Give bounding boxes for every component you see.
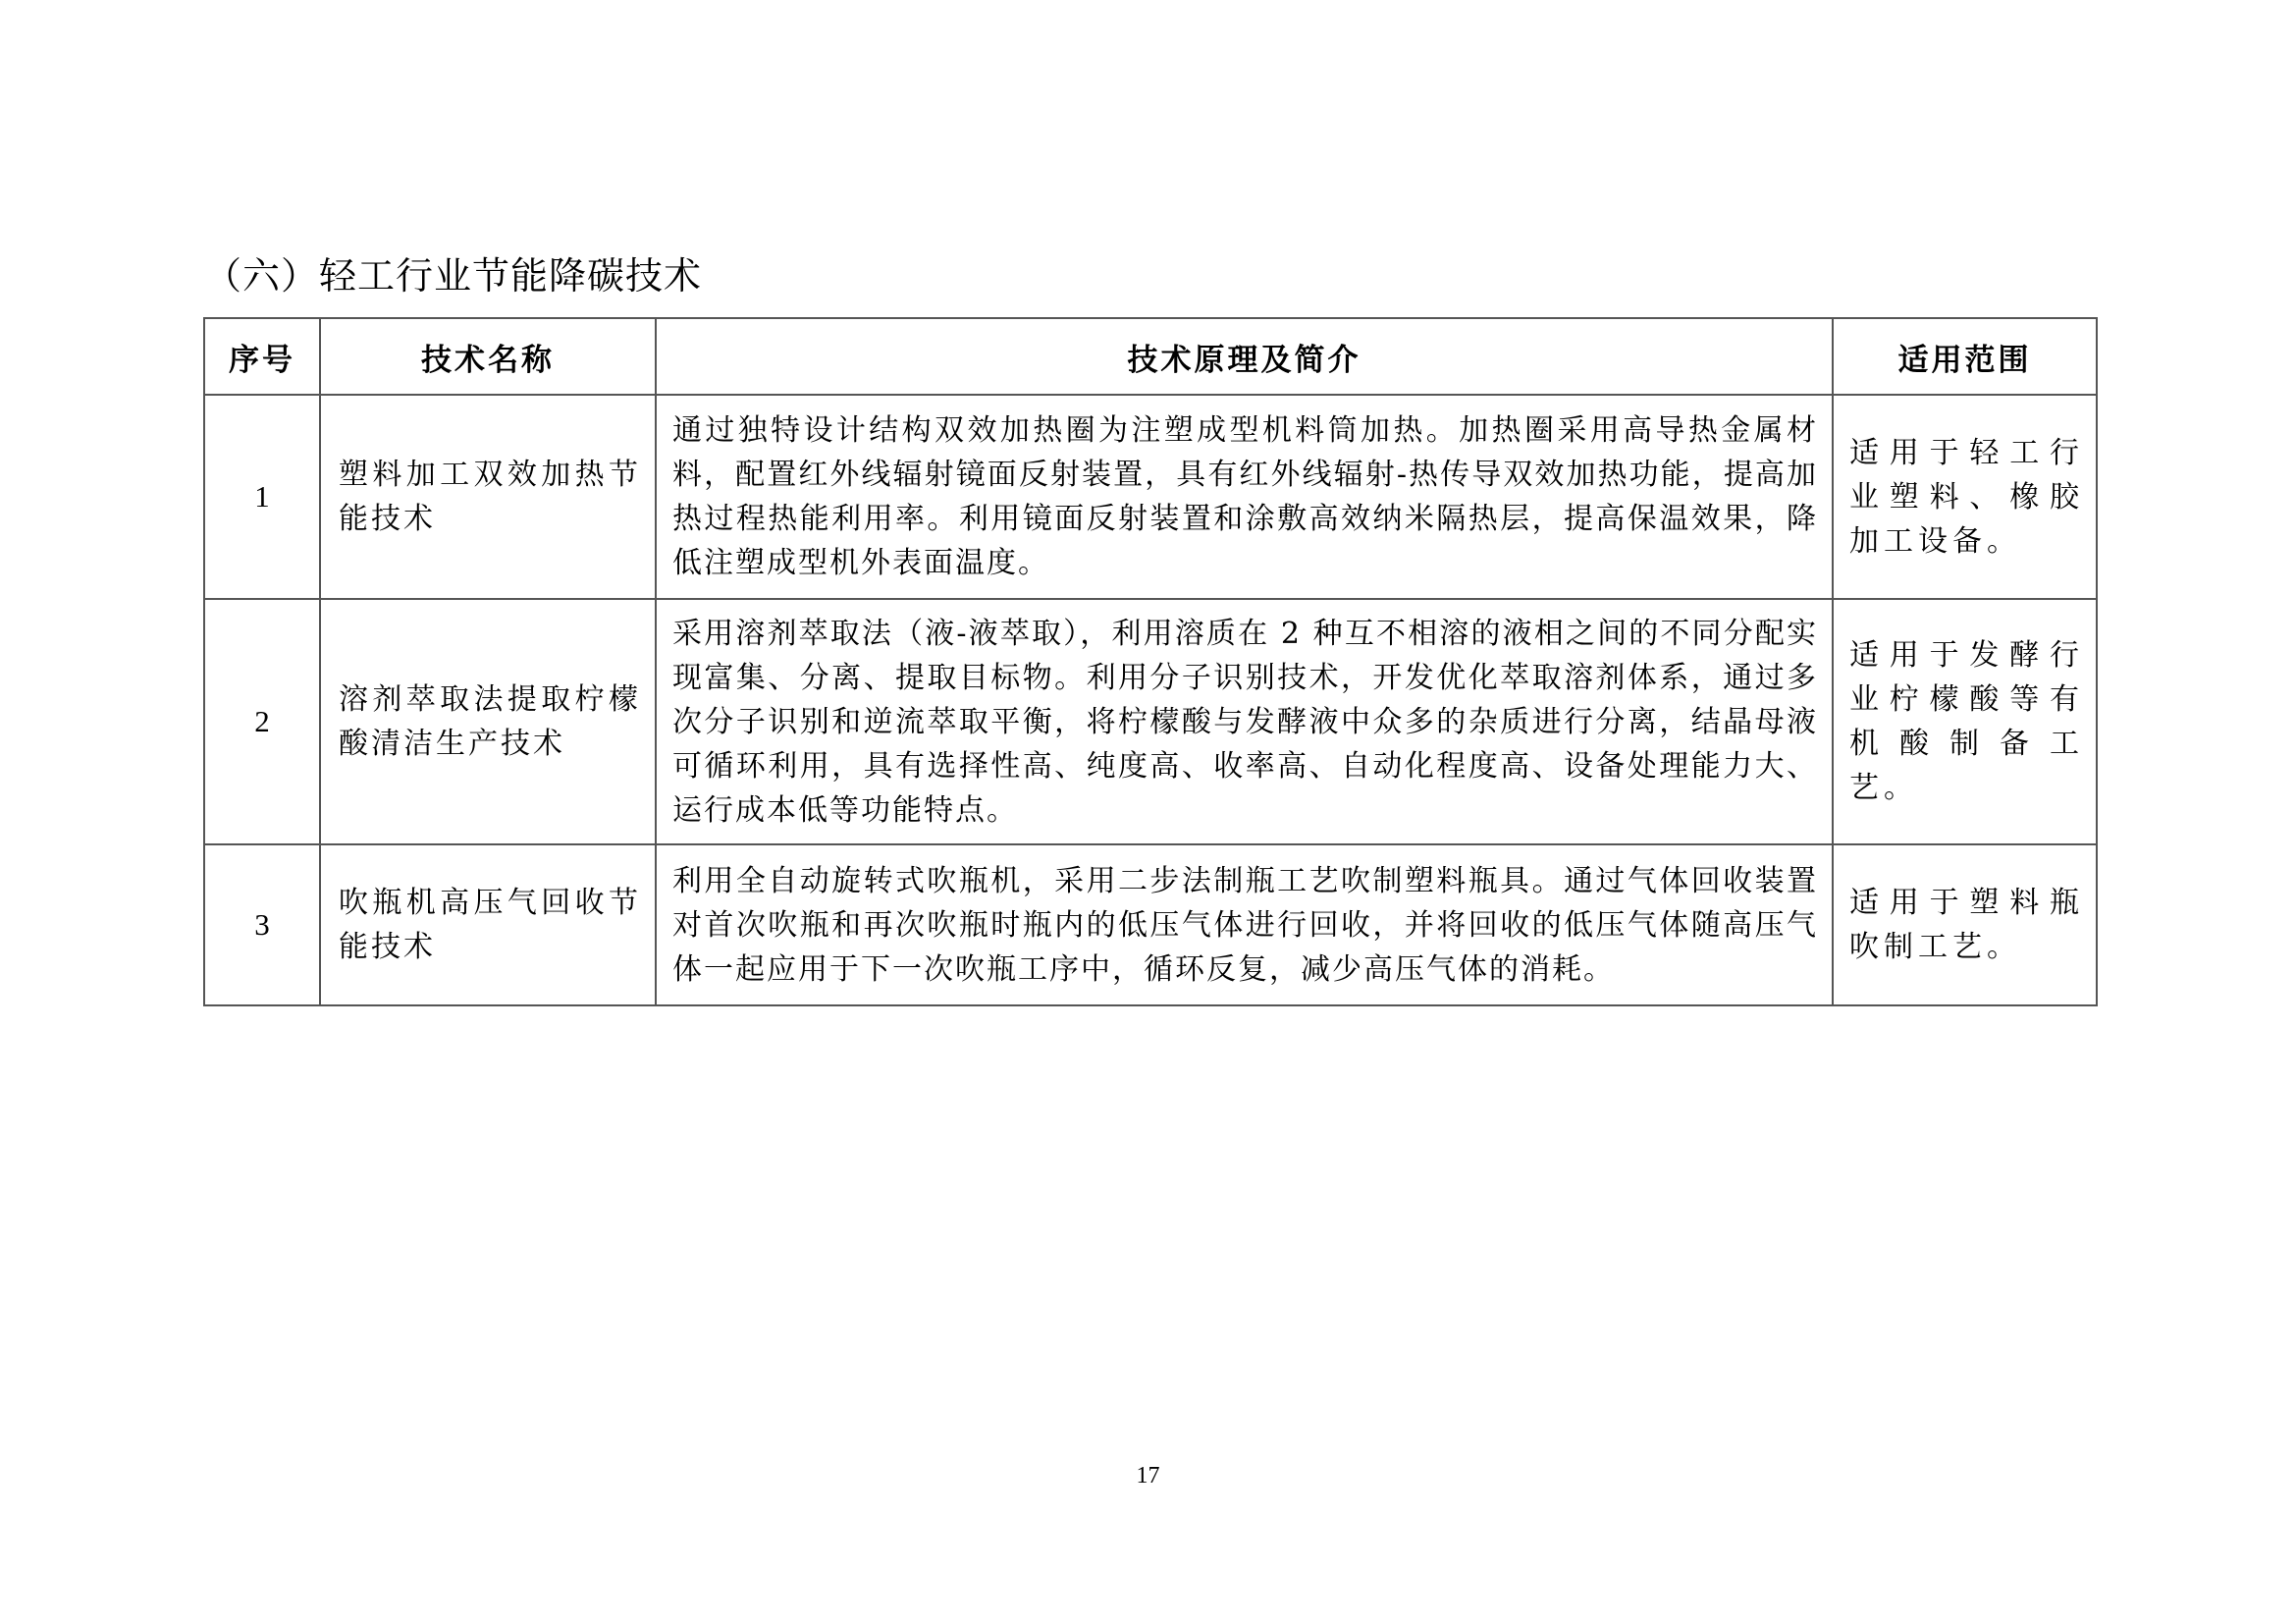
row-serial-number: 3: [204, 844, 320, 1005]
row-application-scope: 适用于塑料瓶吹制工艺。: [1849, 886, 2084, 964]
row-principle-description: 通过独特设计结构双效加热圈为注塑成型机料筒加热。加热圈采用高导热金属材料，配置红外线辐射镜面反射装置，具有红外线辐射-热传导双效加热功能，提高加热过程热能利用率。利用镜面反射装置和涂敷高效纳米隔热层，提高保温效果，降低注塑成型机外表面温度。: [672, 413, 1818, 580]
header-principle-description: 技术原理及简介: [656, 318, 1833, 395]
row-technology-name: 溶剂萃取法提取柠檬酸清洁生产技术: [339, 682, 641, 761]
table-row: [204, 844, 2097, 1005]
section-title: （六）轻工行业节能降碳技术: [204, 254, 703, 298]
row-application-scope: 适用于发酵行业柠檬酸等有机酸制备工艺。: [1849, 638, 2084, 805]
row-principle-description: 利用全自动旋转式吹瓶机，采用二步法制瓶工艺吹制塑料瓶具。通过气体回收装置对首次吹瓶和再次吹瓶时瓶内的低压气体进行回收，并将回收的低压气体随高压气体一起应用于下一次吹瓶工序中，循环反复，减少高压气体的消耗。: [672, 863, 1818, 987]
header-serial-number: 序号: [204, 318, 320, 395]
page-number: 17: [1136, 1463, 1160, 1489]
row-technology-name: 吹瓶机高压气回收节能技术: [339, 886, 641, 964]
technology-table: [203, 317, 2098, 1006]
row-application-scope: 适用于轻工行业塑料、橡胶加工设备。: [1849, 435, 2084, 559]
row-serial-number: 2: [204, 599, 320, 844]
table-row: [204, 395, 2097, 599]
table-row: [204, 599, 2097, 844]
table-header-row: [204, 318, 2097, 395]
header-application-scope: 适用范围: [1833, 318, 2097, 395]
row-technology-name: 塑料加工双效加热节能技术: [339, 458, 641, 536]
row-serial-number: 1: [204, 395, 320, 599]
header-technology-name: 技术名称: [320, 318, 656, 395]
row-principle-description: 采用溶剂萃取法（液-液萃取），利用溶质在 2 种互不相溶的液相之间的不同分配实现富集、分离、提取目标物。利用分子识别技术，开发优化萃取溶剂体系，通过多次分子识别和逆流萃取平衡，将柠檬酸与发酵液中众多的杂质进行分离，结晶母液可循环利用，具有选择性高、纯度高、收率高、自动化程度高、设备处理能力大、运行成本低等功能特点。: [672, 616, 1818, 828]
